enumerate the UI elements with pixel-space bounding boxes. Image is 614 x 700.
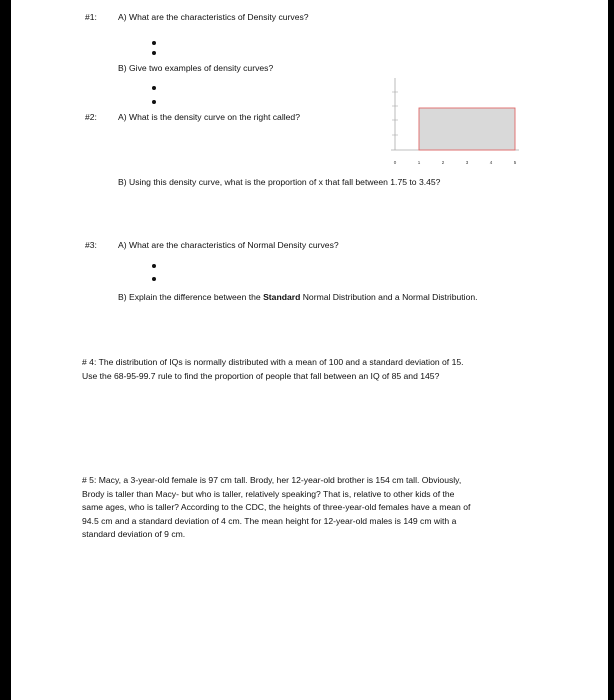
q3-part-a: A) What are the characteristics of Normal Density curves? (118, 240, 339, 250)
q5-line: same ages, who is taller? According to the CDC, the heights of three-year-old females have a mean of (82, 502, 471, 513)
q4-paragraph (82, 356, 464, 383)
q5-line: # 5: Macy, a 3-year-old female is 97 cm tall. Brody, her 12-year-old brother is 154 cm tall. Obviously, (82, 475, 462, 485)
bullet (152, 264, 156, 268)
q3-part-b (118, 292, 478, 303)
q5-paragraph (82, 474, 470, 542)
q3-b-pre: B) Explain the difference between the (118, 292, 264, 302)
q2-part-b: B) Using this density curve, what is the proportion of x that fall between 1.75 to 3.45? (118, 177, 441, 187)
density-region (419, 108, 515, 150)
x-tick-label-1: 1 (417, 160, 421, 165)
x-tick-label-3: 3 (465, 160, 469, 165)
q3-number: #3: (85, 240, 97, 250)
q3-b-bold: Standard (263, 292, 301, 302)
x-tick-label-5: 5 (513, 160, 517, 165)
q2-number: #2: (85, 112, 97, 122)
q1-part-b: B) Give two examples of density curves? (118, 63, 274, 73)
x-tick-label-2: 2 (441, 160, 445, 165)
q5-line: Brody is taller than Macy- but who is taller, relatively speaking? That is, relative to other kids of the (82, 488, 455, 499)
q4-line: Use the 68-95-99.7 rule to find the proportion of people that fall between an IQ of 85 and 145? (82, 370, 440, 381)
worksheet-page (11, 0, 608, 700)
q3-b-post: Normal Distribution and a Normal Distribution. (300, 292, 478, 302)
q1-number: #1: (85, 12, 97, 22)
q2-part-a: A) What is the density curve on the right called? (118, 112, 300, 122)
x-tick-label-0: 0 (393, 160, 397, 165)
uniform-density-chart (11, 0, 608, 180)
q1-part-a: A) What are the characteristics of Density curves? (118, 12, 309, 22)
bullet (152, 277, 156, 281)
q5-line: 94.5 cm and a standard deviation of 4 cm. The mean height for 12-year-old males is 149 cm with a (82, 515, 457, 526)
q4-line: # 4: The distribution of IQs is normally distributed with a mean of 100 and a standard deviation of 15. (82, 357, 464, 367)
x-tick-label-4: 4 (489, 160, 493, 165)
q5-line: standard deviation of 9 cm. (82, 529, 186, 540)
